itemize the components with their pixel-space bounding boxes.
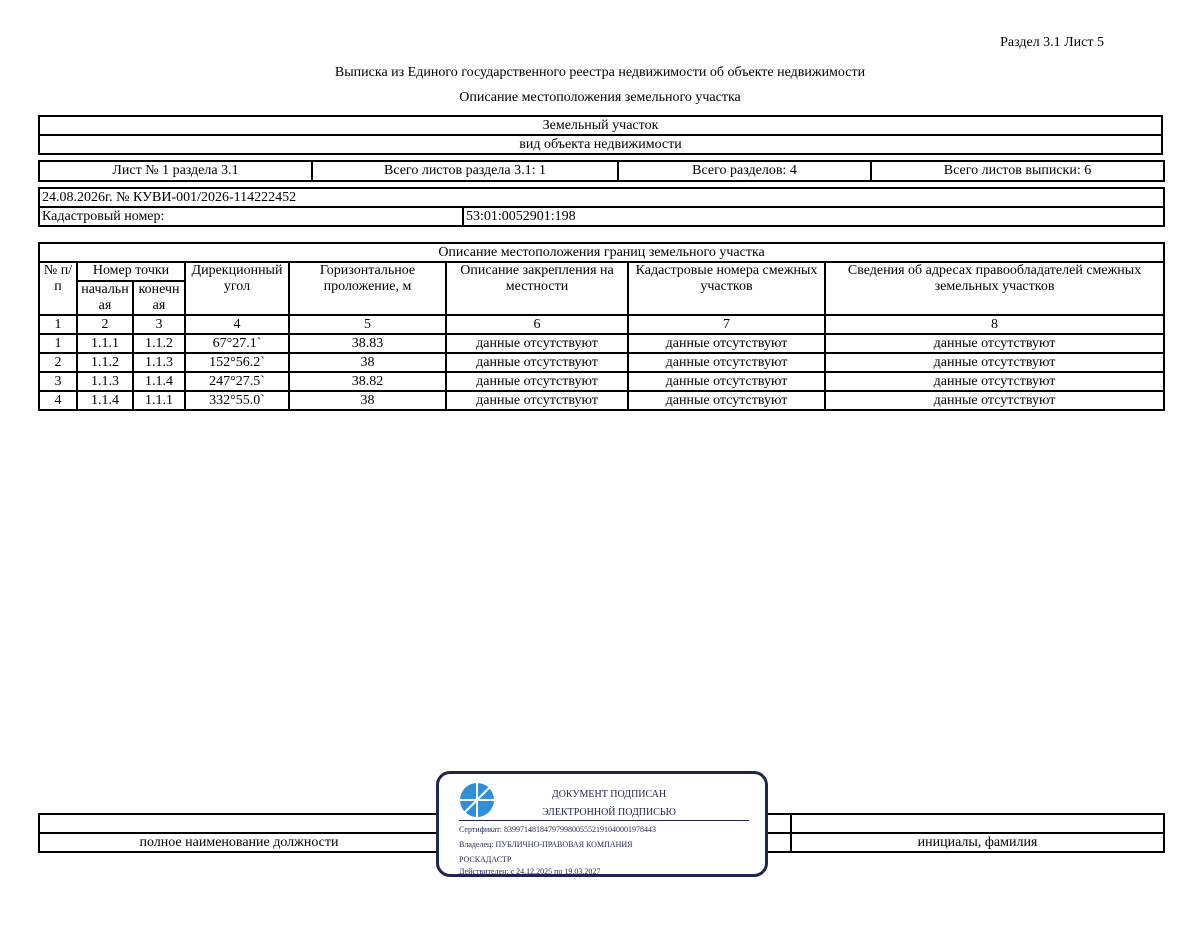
stamp-divider	[459, 820, 749, 821]
cell-owners: данные отсутствуют	[825, 372, 1164, 391]
document-subtitle: Описание местоположения земельного участка	[459, 90, 741, 105]
cell-start: 1.1.2	[77, 353, 133, 372]
cell-owners: данные отсутствуют	[825, 353, 1164, 372]
roskadastr-logo-icon	[459, 782, 495, 818]
cell-end: 1.1.2	[133, 334, 185, 353]
stamp-validity: Действителен: с 24.12.2025 по 19.03.2027	[459, 867, 601, 876]
total-sheets-section: Всего листов раздела 3.1: 1	[312, 161, 618, 181]
col-number: 1	[39, 315, 77, 334]
cell-distance: 38	[289, 353, 446, 372]
total-sheets-extract: Всего листов выписки: 6	[871, 161, 1164, 181]
cell-adjacent: данные отсутствуют	[628, 353, 825, 372]
header-point-end: конечн ая	[133, 281, 185, 315]
cell-distance: 38.82	[289, 372, 446, 391]
sheet-number: Лист № 1 раздела 3.1	[39, 161, 312, 181]
cell-angle: 332°55.0`	[185, 391, 289, 410]
electronic-signature-stamp	[436, 771, 768, 877]
cell-num: 1	[39, 334, 77, 353]
stamp-line2: ЭЛЕКТРОННОЙ ПОДПИСЬЮ	[542, 807, 676, 818]
signature-position-label: полное наименование должности	[39, 833, 439, 852]
header-adjacent: Кадастровые номера смежных участков	[628, 262, 825, 315]
table-row	[39, 334, 1164, 353]
cell-start: 1.1.1	[77, 334, 133, 353]
sheets-table	[38, 160, 1165, 182]
col-number: 3	[133, 315, 185, 334]
cell-num: 2	[39, 353, 77, 372]
table-row	[39, 353, 1164, 372]
cell-angle: 152°56.2`	[185, 353, 289, 372]
cell-owners: данные отсутствуют	[825, 391, 1164, 410]
total-sections: Всего разделов: 4	[618, 161, 871, 181]
table-row	[39, 391, 1164, 410]
extract-date-number: 24.08.2026г. № КУВИ-001/2026-114222452	[39, 188, 1164, 207]
col-number: 2	[77, 315, 133, 334]
col-number: 5	[289, 315, 446, 334]
stamp-certificate: Сертификат: 83997148184797998005552191040001978443	[459, 825, 656, 834]
cell-adjacent: данные отсутствуют	[628, 372, 825, 391]
signature-name-label: инициалы, фамилия	[791, 833, 1164, 852]
cell-start: 1.1.4	[77, 391, 133, 410]
cell-owners: данные отсутствуют	[825, 334, 1164, 353]
object-type-caption: вид объекта недвижимости	[39, 135, 1162, 154]
header-angle: Дирекционный угол	[185, 262, 289, 315]
cell-fixing: данные отсутствуют	[446, 334, 628, 353]
stamp-line1: ДОКУМЕНТ ПОДПИСАН	[551, 789, 667, 800]
boundaries-caption: Описание местоположения границ земельного участка	[39, 243, 1164, 262]
object-type: Земельный участок	[39, 116, 1162, 135]
document-title: Выписка из Единого государственного реестра недвижимости об объекте недвижимости	[334, 65, 866, 80]
cell-num: 3	[39, 372, 77, 391]
cell-end: 1.1.3	[133, 353, 185, 372]
col-number: 4	[185, 315, 289, 334]
info-table	[38, 187, 1165, 227]
cadastral-number-label: Кадастровый номер:	[39, 207, 463, 226]
stamp-owner: Владелец: ПУБЛИЧНО-ПРАВОВАЯ КОМПАНИЯ	[459, 840, 633, 849]
table-row	[39, 372, 1164, 391]
cell-adjacent: данные отсутствуют	[628, 391, 825, 410]
header-distance: Горизонтальное проложение, м	[289, 262, 446, 315]
cadastral-number-value: 53:01:0052901:198	[463, 207, 1164, 226]
cell-num: 4	[39, 391, 77, 410]
cell-fixing: данные отсутствуют	[446, 372, 628, 391]
header-point-number: Номер точки	[77, 262, 185, 281]
object-type-table	[38, 115, 1163, 155]
cell-end: 1.1.4	[133, 372, 185, 391]
header-fixing: Описание закрепления на местности	[446, 262, 628, 315]
section-sheet-label: Раздел 3.1 Лист 5	[1000, 35, 1104, 50]
signature-position-blank	[39, 814, 439, 833]
col-number: 8	[825, 315, 1164, 334]
cell-fixing: данные отсутствуют	[446, 391, 628, 410]
header-owners: Сведения об адресах правообладателей смежных земельных участков	[825, 262, 1164, 315]
stamp-owner-org: РОСКАДАСТР	[459, 855, 512, 864]
boundaries-table	[38, 242, 1165, 411]
cell-distance: 38.83	[289, 334, 446, 353]
cell-angle: 67°27.1`	[185, 334, 289, 353]
col-number: 7	[628, 315, 825, 334]
header-num: № п/п	[39, 262, 77, 315]
signature-name-blank	[791, 814, 1164, 833]
cell-start: 1.1.3	[77, 372, 133, 391]
col-number: 6	[446, 315, 628, 334]
cell-angle: 247°27.5`	[185, 372, 289, 391]
cell-adjacent: данные отсутствуют	[628, 334, 825, 353]
cell-distance: 38	[289, 391, 446, 410]
cell-end: 1.1.1	[133, 391, 185, 410]
cell-fixing: данные отсутствуют	[446, 353, 628, 372]
header-point-start: начальн ая	[77, 281, 133, 315]
